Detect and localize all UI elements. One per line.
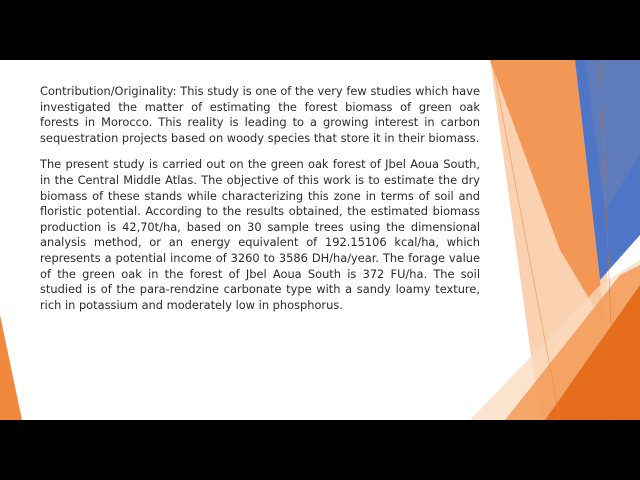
presentation-slide (0, 60, 640, 420)
slide-body (40, 84, 480, 324)
left-orange-sliver (0, 315, 22, 420)
study-summary-paragraph: The present study is carried out on the green oak forest of Jbel Aoua South, in the Central Middle Atlas. The objective of this work is to estimate the dry biomass of these stands while characterizing this zone in terms of soil and floristic potential. According to the results obtained, the estimated biomass production is 42,70t/ha, based on 30 sample trees using the dimensional analysis method, or an energy equivalent of 192.15106 kcal/ha, which represents a potential income of 3260 to 3586 DH/ha/year. The forage value of the green oak in the forest of Jbel Aoua South is 372 FU/ha. The soil studied is of the para-rendzine carbonate type with a sandy loamy texture, rich in potassium and moderately low in phosphorus. (40, 157, 480, 312)
contribution-paragraph: Contribution/Originality: This study is one of the very few studies which have investigated the matter of estimating the forest biomass of green oak forests in Morocco. This reality is leading to a growing interest in carbon sequestration projects based on woody species that store it in their biomass. (40, 84, 480, 145)
